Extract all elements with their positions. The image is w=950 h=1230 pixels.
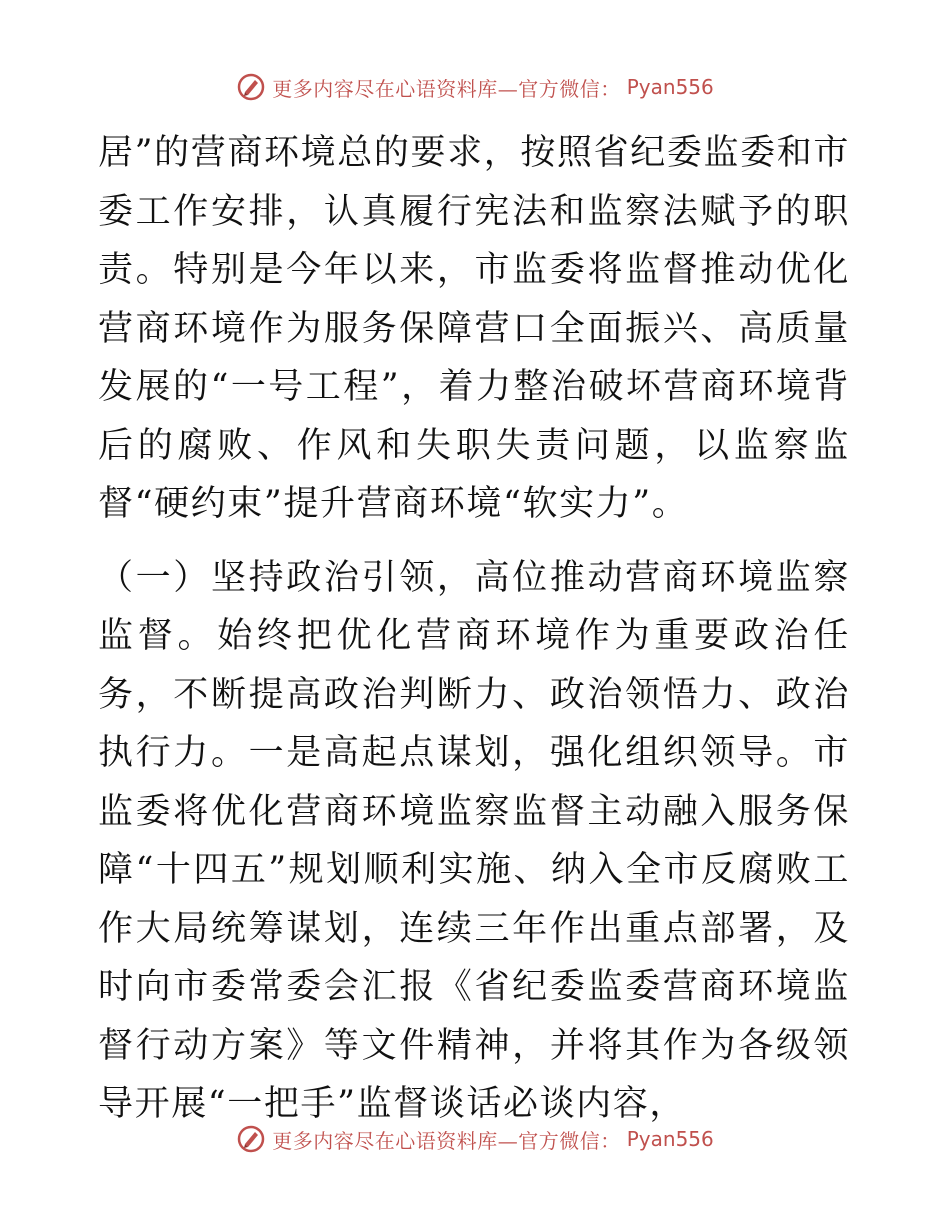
body-paragraph-2: （一）坚持政治引领，高位推动营商环境监察监督。始终把优化营商环境作为重要政治任务，不断提高政治判断力、政治领悟力、政治执行力。一是高起点谋划，强化组织领导。市监委将优化营商环境监察监督主动融入服务保障“十四五”规划顺利实施、纳入全市反腐败工作大局统筹谋划，连续三年作出重点部署，及时向市委常委会汇报《省纪委监委营商环境监督行动方案》等文件精神，并将其作为各级领导开展“一把手”监督谈话必谈内容， [98, 557, 850, 1124]
body-paragraph-1: 居”的营商环境总的要求，按照省纪委监委和市委工作安排，认真履行宪法和监察法赋予的职责。特别是今年以来，市监委将监督推动优化营商环境作为服务保障营口全面振兴、高质量发展的“一号工程”，着力整治破坏营商环境背后的腐败、作风和失职失责问题，以监察监督“硬约束”提升营商环境“软实力”。 [98, 133, 850, 524]
footer-banner [0, 1124, 950, 1154]
document-body [98, 124, 850, 1134]
brand-logo-icon [236, 72, 266, 102]
header-banner [0, 72, 950, 102]
banner-wechat-id: Pyan556 [626, 75, 714, 99]
banner-text: 更多内容尽在心语资料库—官方微信： [272, 76, 621, 101]
banner-text: 更多内容尽在心语资料库—官方微信： [272, 1128, 621, 1153]
brand-logo-icon [236, 1124, 266, 1154]
banner-wechat-id: Pyan556 [626, 1127, 714, 1151]
